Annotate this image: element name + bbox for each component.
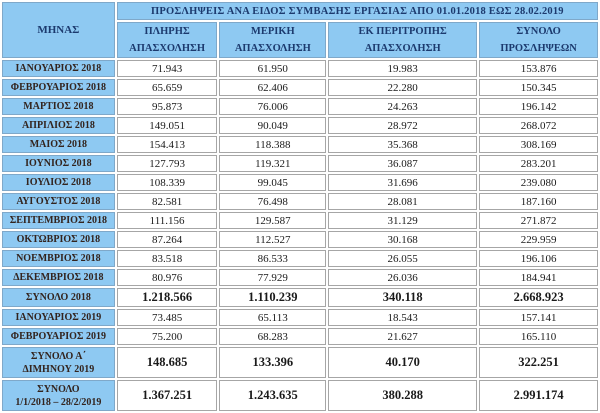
row-label-line: ΙΟΥΝΙΟΣ 2018 (25, 158, 92, 169)
value-cell: 2.668.923 (479, 288, 598, 307)
value-cell: 31.129 (328, 212, 477, 229)
table-row (2, 98, 598, 115)
column-header-line: ΑΠΑΣΧΟΛΗΣΗ (234, 43, 311, 54)
row-label (2, 79, 115, 96)
row-label (2, 288, 115, 307)
value-cell: 73.485 (117, 309, 218, 326)
table-row (2, 231, 598, 248)
value-cell: 82.581 (117, 193, 218, 210)
value-cell: 62.406 (219, 79, 326, 96)
row-label-line: ΔΕΚΕΜΒΡΙΟΣ 2018 (13, 272, 104, 283)
row-label-line: ΣΥΝΟΛΟ Α΄ (30, 350, 86, 362)
value-cell: 75.200 (117, 328, 218, 345)
table-row (2, 288, 598, 307)
table-row (2, 212, 598, 229)
row-label-line: ΜΑΡΤΙΟΣ 2018 (23, 101, 94, 112)
value-cell: 65.113 (219, 309, 326, 326)
column-header-full-employment (117, 22, 218, 58)
column-header-line: ΑΠΑΣΧΟΛΗΣΗ (129, 43, 206, 54)
row-label (2, 60, 115, 77)
value-cell: 1.367.251 (117, 380, 218, 411)
value-cell: 80.976 (117, 269, 218, 286)
value-cell: 83.518 (117, 250, 218, 267)
value-cell: 35.368 (328, 136, 477, 153)
value-cell: 184.941 (479, 269, 598, 286)
value-cell: 322.251 (479, 347, 598, 378)
value-cell: 308.169 (479, 136, 598, 153)
row-label (2, 347, 115, 378)
value-cell: 283.201 (479, 155, 598, 172)
table-title: ΠΡΟΣΛΗΨΕΙΣ ΑΝΑ ΕΙΔΟΣ ΣΥΜΒΑΣΗΣ ΕΡΓΑΣΙΑΣ ΑΠΟ 01.01.2018 ΕΩΣ 28.02.2019 (117, 2, 598, 20)
value-cell: 108.339 (117, 174, 218, 191)
row-label (2, 269, 115, 286)
table-row (2, 174, 598, 191)
row-label-line: ΔΙΜΗΝΟΥ 2019 (22, 363, 95, 375)
value-cell: 154.413 (117, 136, 218, 153)
row-label-line: ΙΑΝΟΥΑΡΙΟΣ 2019 (15, 312, 102, 323)
value-cell: 118.388 (219, 136, 326, 153)
row-label-line: ΜΑΙΟΣ 2018 (29, 139, 88, 150)
table-row (2, 269, 598, 286)
row-label (2, 117, 115, 134)
column-header-total-hirings (479, 22, 598, 58)
value-cell: 28.081 (328, 193, 477, 210)
row-label-line: ΙΑΝΟΥΑΡΙΟΣ 2018 (15, 63, 102, 74)
value-cell: 87.264 (117, 231, 218, 248)
column-header-line: ΑΠΑΣΧΟΛΗΣΗ (364, 43, 441, 54)
value-cell: 21.627 (328, 328, 477, 345)
value-cell: 99.045 (219, 174, 326, 191)
value-cell: 36.087 (328, 155, 477, 172)
row-label (2, 174, 115, 191)
value-cell: 239.080 (479, 174, 598, 191)
value-cell: 77.929 (219, 269, 326, 286)
value-cell: 22.280 (328, 79, 477, 96)
row-label (2, 155, 115, 172)
row-label-line: ΦΕΒΡΟΥΑΡΙΟΣ 2018 (10, 82, 106, 93)
table-row (2, 136, 598, 153)
row-label (2, 380, 115, 411)
value-cell: 133.396 (219, 347, 326, 378)
row-label-line: ΑΥΓΟΥΣΤΟΣ 2018 (16, 196, 101, 207)
value-cell: 68.283 (219, 328, 326, 345)
row-label (2, 98, 115, 115)
value-cell: 112.527 (219, 231, 326, 248)
row-label-line: ΙΟΥΛΙΟΣ 2018 (25, 177, 91, 188)
value-cell: 26.036 (328, 269, 477, 286)
table-row (2, 117, 598, 134)
value-cell: 157.141 (479, 309, 598, 326)
row-label (2, 328, 115, 345)
row-label (2, 250, 115, 267)
value-cell: 1.243.635 (219, 380, 326, 411)
row-label-line: ΑΠΡΙΛΙΟΣ 2018 (21, 120, 95, 131)
value-cell: 187.160 (479, 193, 598, 210)
value-cell: 2.991.174 (479, 380, 598, 411)
value-cell: 111.156 (117, 212, 218, 229)
value-cell: 129.587 (219, 212, 326, 229)
column-header-line: ΣΥΝΟΛΟ (516, 26, 561, 37)
value-cell: 1.218.566 (117, 288, 218, 307)
value-cell: 165.110 (479, 328, 598, 345)
value-cell: 149.051 (117, 117, 218, 134)
table-row (2, 79, 598, 96)
value-cell: 86.533 (219, 250, 326, 267)
column-header-rotation-employment (328, 22, 477, 58)
row-label-line: ΣΥΝΟΛΟ 2018 (25, 292, 91, 303)
value-cell: 148.685 (117, 347, 218, 378)
value-cell: 28.972 (328, 117, 477, 134)
column-header-line: ΜΕΡΙΚΗ (250, 26, 295, 37)
table-body (2, 60, 598, 411)
column-header-line: ΠΛΗΡΗΣ (144, 26, 190, 37)
value-cell: 1.110.239 (219, 288, 326, 307)
value-cell: 268.072 (479, 117, 598, 134)
row-label (2, 136, 115, 153)
column-header-line: ΠΡΟΣΛΗΨΕΩΝ (500, 43, 577, 54)
table-row (2, 380, 598, 411)
table-row (2, 155, 598, 172)
row-label-line: ΟΚΤΩΒΡΙΟΣ 2018 (16, 234, 101, 245)
column-header-line: ΕΚ ΠΕΡΙΤΡΟΠΗΣ (358, 26, 447, 37)
value-cell: 71.943 (117, 60, 218, 77)
column-header-part-time (219, 22, 326, 58)
value-cell: 76.006 (219, 98, 326, 115)
value-cell: 271.872 (479, 212, 598, 229)
value-cell: 153.876 (479, 60, 598, 77)
value-cell: 76.498 (219, 193, 326, 210)
row-label-line: ΝΟΕΜΒΡΙΟΣ 2018 (16, 253, 101, 264)
table-row (2, 60, 598, 77)
row-label (2, 231, 115, 248)
value-cell: 380.288 (328, 380, 477, 411)
row-label (2, 212, 115, 229)
row-label-line: ΣΥΝΟΛΟ (37, 383, 80, 395)
value-cell: 24.263 (328, 98, 477, 115)
row-label-line: ΦΕΒΡΟΥΑΡΙΟΣ 2019 (10, 331, 106, 342)
value-cell: 65.659 (117, 79, 218, 96)
row-label-line: ΣΕΠΤΕΜΒΡΙΟΣ 2018 (9, 215, 108, 226)
table-row (2, 328, 598, 345)
value-cell: 18.543 (328, 309, 477, 326)
value-cell: 19.983 (328, 60, 477, 77)
table-row (2, 309, 598, 326)
table-row (2, 347, 598, 378)
value-cell: 95.873 (117, 98, 218, 115)
value-cell: 340.118 (328, 288, 477, 307)
value-cell: 30.168 (328, 231, 477, 248)
table-row (2, 250, 598, 267)
value-cell: 229.959 (479, 231, 598, 248)
value-cell: 150.345 (479, 79, 598, 96)
value-cell: 31.696 (328, 174, 477, 191)
value-cell: 61.950 (219, 60, 326, 77)
row-label-line: 1/1/2018 – 28/2/2019 (15, 396, 102, 408)
value-cell: 127.793 (117, 155, 218, 172)
month-column-header: ΜΗΝΑΣ (2, 2, 115, 58)
row-label (2, 193, 115, 210)
value-cell: 196.106 (479, 250, 598, 267)
value-cell: 40.170 (328, 347, 477, 378)
value-cell: 196.142 (479, 98, 598, 115)
value-cell: 119.321 (219, 155, 326, 172)
value-cell: 26.055 (328, 250, 477, 267)
table-row (2, 193, 598, 210)
value-cell: 90.049 (219, 117, 326, 134)
row-label (2, 309, 115, 326)
